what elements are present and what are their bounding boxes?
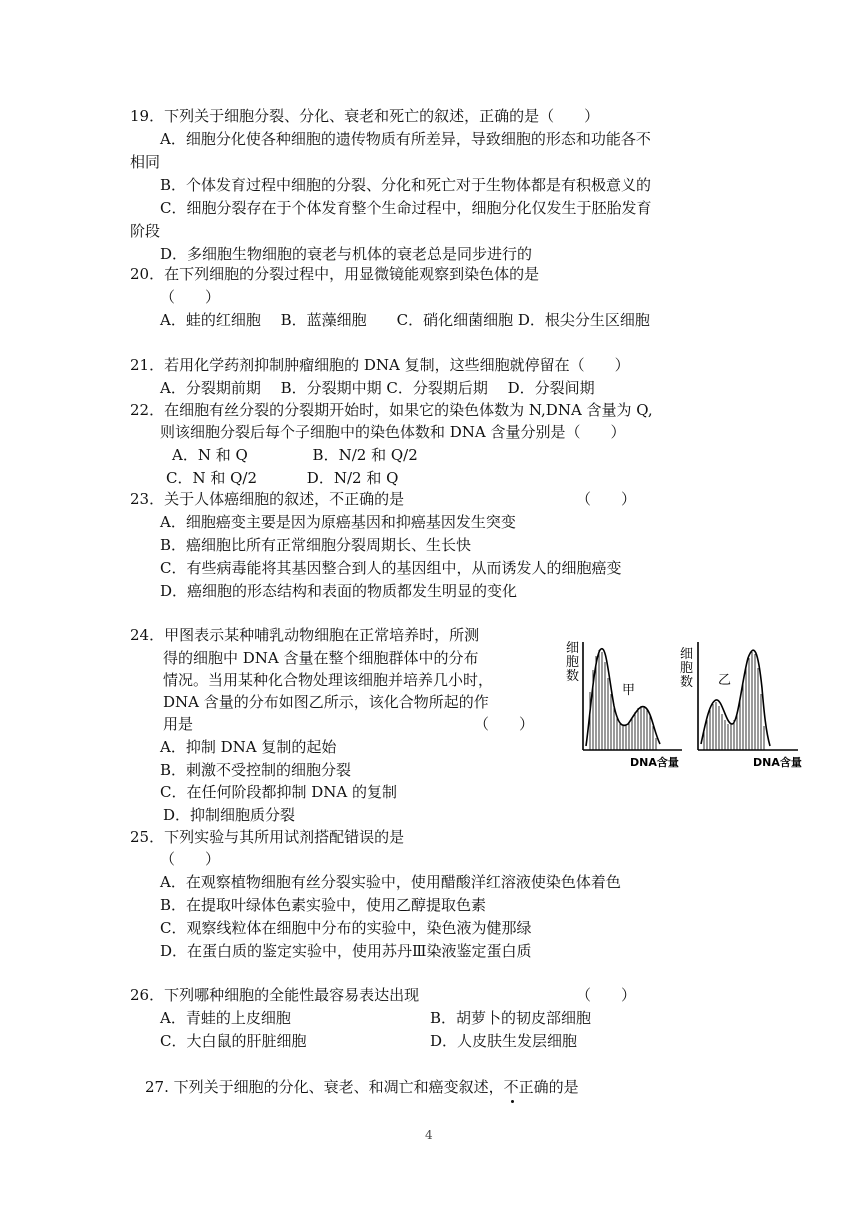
q23-option-c: C．有些病毒能将其基因整合到人的基因组中，从而诱发人的细胞癌变 — [160, 559, 622, 577]
left-xlabel: DNA含量 — [630, 756, 679, 769]
q21-stem: 21．若用化学药剂抑制肿瘤细胞的 DNA 复制，这些细胞就停留在（ ） — [130, 356, 630, 374]
figure-panel-yi — [680, 642, 802, 769]
right-ylabel-3: 数 — [680, 675, 694, 690]
dna-distribution-figure — [558, 628, 808, 770]
q22-options-ab: A．N 和 Q B．N/2 和 Q/2 — [172, 446, 418, 464]
q25-option-b: B．在提取叶绿体色素实验中，使用乙醇提取色素 — [160, 896, 487, 914]
right-panel-mark: 乙 — [718, 673, 732, 688]
q24-stem-line1: 24．甲图表示某种哺乳动物细胞在正常培养时，所测 — [130, 626, 480, 644]
q25-answer-paren: （ ） — [160, 850, 221, 868]
q25-option-d: D．在蛋白质的鉴定实验中，使用苏丹Ⅲ染液鉴定蛋白质 — [160, 942, 532, 960]
left-panel-mark: 甲 — [622, 683, 636, 698]
figure-panel-jia — [566, 641, 682, 769]
q23-option-d: D．癌细胞的形态结构和表面的物质都发生明显的变化 — [160, 582, 518, 600]
q25-stem: 25．下列实验与其所用试剂搭配错误的是 — [130, 828, 405, 846]
emphasis-dot — [511, 1100, 514, 1103]
q19-option-a: A．细胞分化使各种细胞的遗传物质有所差异，导致细胞的形态和功能各不 — [160, 130, 651, 148]
left-ylabel-3: 数 — [566, 669, 580, 684]
q22-options-cd: C．N 和 Q/2 D．N/2 和 Q — [166, 469, 399, 487]
q24-option-a: A．抑制 DNA 复制的起始 — [160, 738, 337, 756]
q26-option-a: A．青蛙的上皮细胞 — [160, 1009, 291, 1027]
q24-option-b: B．刺激不受控制的细胞分裂 — [160, 761, 352, 779]
left-ylabel-2: 胞 — [566, 655, 580, 670]
q26-option-c: C．大白鼠的肝脏细胞 — [160, 1032, 307, 1050]
q24-answer-paren: （ ） — [474, 715, 535, 733]
q24-stem-line4: DNA 含量的分布如图乙所示，该化合物所起的作 — [163, 693, 489, 711]
q21-options: A．分裂期前期 B．分裂期中期 C．分裂期后期 D．分裂间期 — [160, 379, 595, 397]
left-ylabel-1: 细 — [566, 641, 580, 656]
q24-option-c: C．在任何阶段都抑制 DNA 的复制 — [160, 783, 397, 801]
right-ylabel-1: 细 — [680, 647, 694, 662]
q20-stem: 20．在下列细胞的分裂过程中，用显微镜能观察到染色体的是 — [130, 265, 540, 283]
q23-stem: 23．关于人体癌细胞的叙述，不正确的是 — [130, 490, 405, 508]
q26-option-b: B．胡萝卜的韧皮部细胞 — [430, 1009, 592, 1027]
q20-answer-paren: （ ） — [160, 288, 221, 306]
q27-stem-part2: 正确的是 — [518, 1078, 579, 1096]
q24-option-d: D．抑制细胞质分裂 — [163, 806, 296, 824]
q26-answer-paren: （ ） — [576, 986, 637, 1004]
q22-stem-cont: 则该细胞分裂后每个子细胞中的染色体数和 DNA 含量分别是（ ） — [160, 423, 626, 441]
q25-option-c: C．观察线粒体在细胞中分布的实验中，染色液为健那绿 — [160, 919, 532, 937]
q19-option-b: B．个体发育过程中细胞的分裂、分化和死亡对于生物体都是有积极意义的 — [160, 176, 652, 194]
q25-option-a: A．在观察植物细胞有丝分裂实验中，使用醋酸洋红溶液使染色体着色 — [160, 873, 621, 891]
q23-option-b: B．癌细胞比所有正常细胞分裂周期长、生长快 — [160, 536, 472, 554]
q19-option-a-cont: 相同 — [130, 153, 161, 171]
q19-option-d: D．多细胞生物细胞的衰老与机体的衰老总是同步进行的 — [160, 245, 533, 263]
q19-stem: 19．下列关于细胞分裂、分化、衰老和死亡的叙述，正确的是（ ） — [130, 107, 600, 125]
q24-stem-line2: 得的细胞中 DNA 含量在整个细胞群体中的分布 — [163, 649, 479, 667]
emphasis-not: 不 — [504, 1078, 519, 1096]
q26-stem: 26．下列哪种细胞的全能性最容易表达出现 — [130, 986, 420, 1004]
q24-stem-line3: 情况。当用某种化合物处理该细胞并培养几小时， — [163, 671, 494, 689]
right-ylabel-2: 胞 — [680, 661, 694, 676]
q24-stem-line5: 用是 — [163, 715, 194, 733]
q19-option-c-cont: 阶段 — [130, 222, 161, 240]
q23-answer-paren: （ ） — [576, 490, 637, 508]
q20-options: A．蛙的红细胞 B．蓝藻细胞 C．硝化细菌细胞 D．根尖分生区细胞 — [160, 311, 650, 329]
q26-option-d: D．人皮肤生发层细胞 — [430, 1032, 578, 1050]
q27-stem — [145, 1077, 579, 1097]
q27-stem-part1: 27. 下列关于细胞的分化、衰老、和凋亡和癌变叙述， — [145, 1078, 504, 1096]
page-number: 4 — [425, 1128, 433, 1142]
q19-option-c: C．细胞分裂存在于个体发育整个生命过程中，细胞分化仅发生于胚胎发育 — [160, 199, 652, 217]
q22-stem: 22．在细胞有丝分裂的分裂期开始时，如果它的染色体数为 N,DNA 含量为 Q, — [130, 401, 653, 419]
q23-option-a: A．细胞癌变主要是因为原癌基因和抑癌基因发生突变 — [160, 513, 516, 531]
right-xlabel: DNA含量 — [753, 756, 802, 769]
